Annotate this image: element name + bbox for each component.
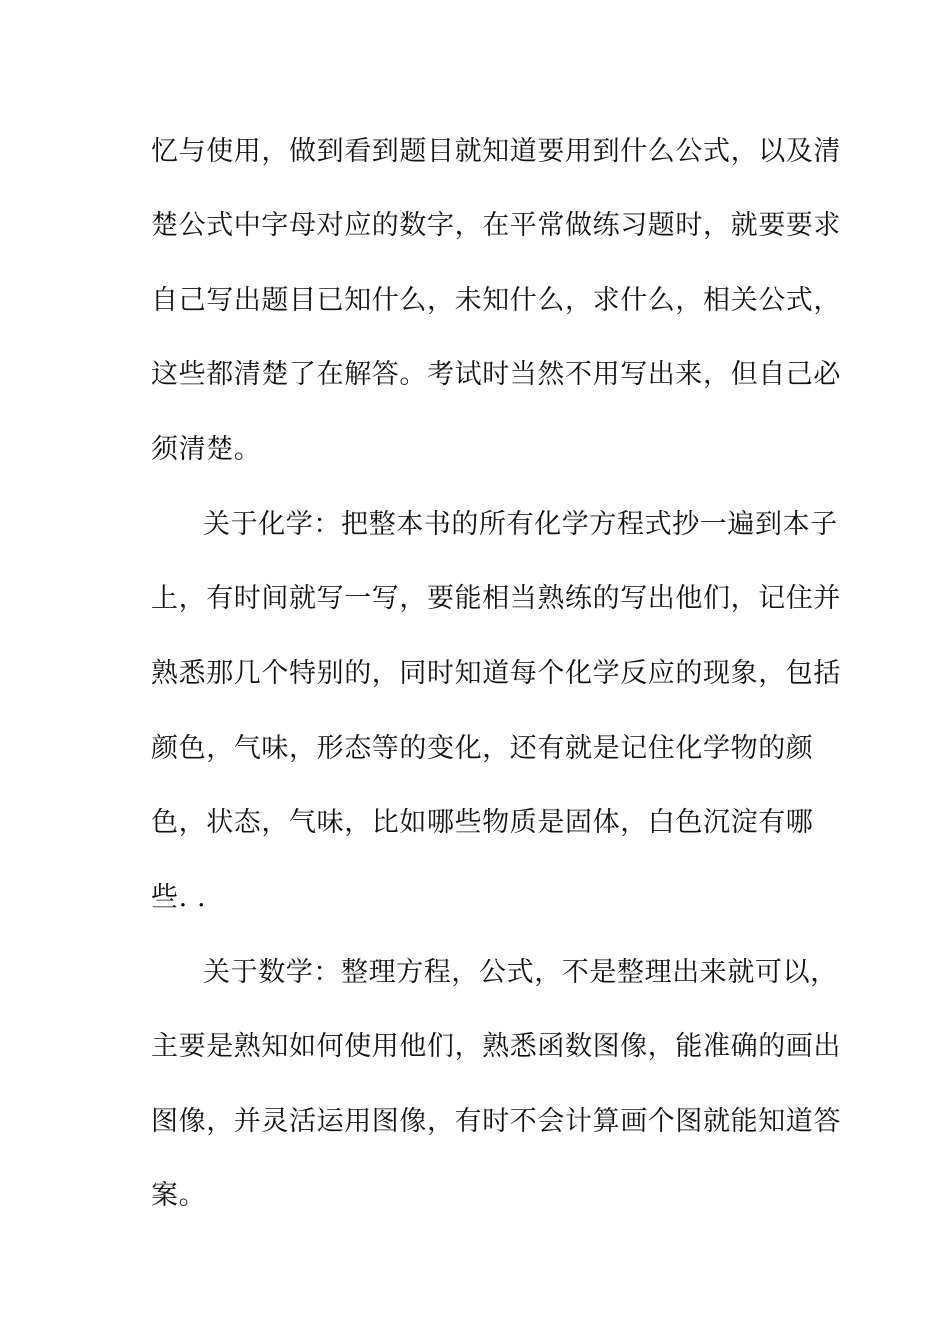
text-line: 楚公式中字母对应的数字，在平常做练习题时，就要要求 xyxy=(151,210,841,241)
text-line: 案。 xyxy=(151,1180,207,1211)
text-line: 上，有时间就写一写，要能相当熟练的写出他们，记住并 xyxy=(151,583,841,614)
text-line: 些. . xyxy=(151,882,207,913)
text-line: 色，状态，气味，比如哪些物质是固体，白色沉淀有哪 xyxy=(151,807,814,838)
text-line: 颜色，气味，形态等的变化，还有就是记住化学物的颜 xyxy=(151,733,814,764)
text-line: 忆与使用，做到看到题目就知道要用到什么公式，以及清 xyxy=(151,136,841,167)
text-line: 熟悉那几个特别的，同时知道每个化学反应的现象，包括 xyxy=(151,658,841,689)
text-line: 图像，并灵活运用图像，有时不会计算画个图就能知道答 xyxy=(151,1106,841,1137)
text-line: 这些都清楚了在解答。考试时当然不用写出来，但自己必 xyxy=(151,359,841,390)
paragraph-chemistry-first-line: 关于化学：把整本书的所有化学方程式抄一遍到本子 xyxy=(203,509,838,540)
text-line: 须清楚。 xyxy=(151,434,262,465)
text-line: 主要是熟知如何使用他们，熟悉函数图像，能准确的画出 xyxy=(151,1031,841,1062)
text-line: 自己写出题目已知什么，未知什么，求什么，相关公式， xyxy=(151,285,841,316)
paragraph-math-first-line: 关于数学：整理方程，公式，不是整理出来就可以， xyxy=(203,957,838,988)
